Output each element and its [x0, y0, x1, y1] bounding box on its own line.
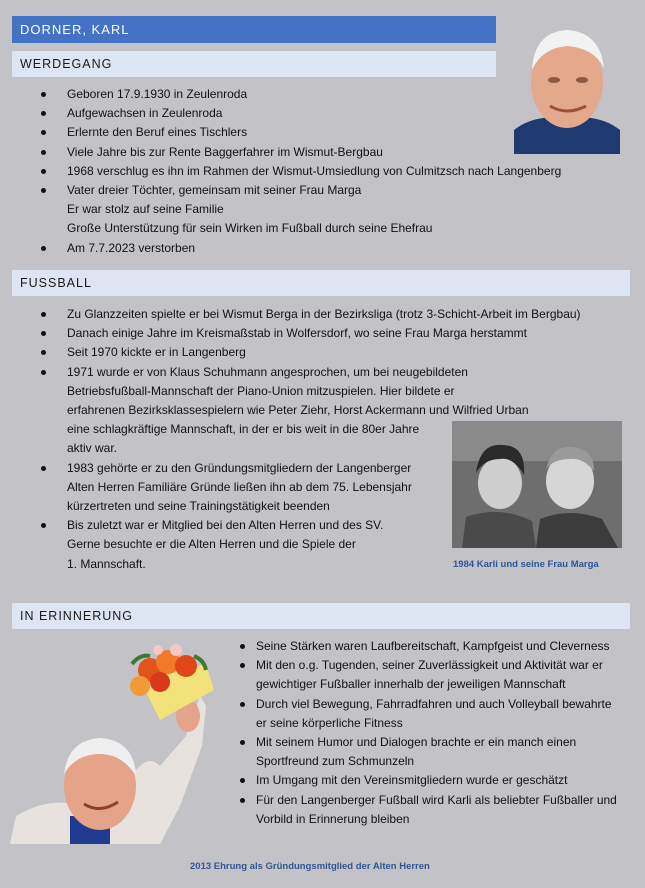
list-item-text: Seit 1970 kickte er in Langenberg: [67, 345, 246, 360]
list-item-text: Seine Stärken waren Laufbereitschaft, Kampfgeist und Cleverness: [256, 639, 610, 653]
list-item-text: erfahrenen Bezirksklassespielern wie Peter Ziehr, Horst Ackermann und Wilfried Urban: [67, 403, 529, 418]
section-heading-fussball: FUSSBALL: [12, 270, 630, 296]
list-item: [67, 162, 561, 181]
list-item-text: Aufgewachsen in Zeulenroda: [67, 106, 223, 121]
section-heading-werdegang: WERDEGANG: [12, 51, 496, 77]
list-item-text: Im Umgang mit den Vereinsmitgliedern wurde er geschätzt: [256, 773, 568, 788]
list-item: [67, 305, 581, 324]
list-item: [256, 695, 617, 733]
list-item-text: Bis zuletzt war er Mitglied bei den Alten Herren und des SV.: [67, 518, 384, 533]
list-item-text: Große Unterstützung für sein Wirken im Fußball durch seine Ehefrau: [67, 221, 433, 236]
list-item: [67, 181, 561, 239]
list-item-text: Zu Glanzzeiten spielte er bei Wismut Berga in der Bezirksliga (trotz 3-Schicht-Arbeit im Bergbau): [67, 307, 581, 321]
list-item-text: Am 7.7.2023 verstorben: [67, 240, 196, 255]
list-item: [67, 324, 581, 343]
list-item-text: Danach einige Jahre im Kreismaßstab in Wolfersdorf, wo seine Frau Marga herstammt: [67, 326, 527, 341]
page-title: DORNER, KARL: [12, 16, 496, 43]
list-item-text: Viele Jahre bis zur Rente Baggerfahrer im Wismut-Bergbau: [67, 144, 383, 159]
honor-photo-caption: 2013 Ehrung als Gründungsmitglied der Alten Herren: [190, 861, 430, 872]
list-item-text: aktiv war.: [67, 441, 118, 456]
list-item: [256, 656, 617, 694]
list-item: [67, 123, 561, 142]
list-item: [67, 239, 561, 258]
list-item-text: Er war stolz auf seine Familie: [67, 202, 224, 217]
werdegang-list: [67, 85, 561, 258]
list-item-text: 1. Mannschaft.: [67, 556, 146, 571]
list-item: [256, 733, 617, 771]
list-item-text: er seine körperliche Fitness: [256, 715, 403, 730]
list-item: [67, 85, 561, 104]
list-item-text: 1968 verschlug es ihn im Rahmen der Wismut-Umsiedlung von Culmitzsch nach Langenberg: [67, 163, 562, 178]
list-item: [67, 143, 561, 162]
list-item-text: 1983 gehörte er zu den Gründungsmitgliedern der Langenberger: [67, 460, 412, 475]
list-item-text: Vater dreier Töchter, gemeinsam mit seiner Frau Marga: [67, 183, 362, 198]
list-item-text: Alten Herren Familiäre Gründe ließen ihn ab dem 75. Lebensjahr: [67, 479, 412, 494]
list-item-text: Mit seinem Humor und Dialogen brachte er ein manch einen: [256, 735, 577, 750]
list-item-text: Sportfreund zum Schmunzeln: [256, 754, 415, 769]
couple-photo: [452, 421, 622, 548]
list-item-text: gewichtiger Fußballer innerhalb der jeweiligen Mannschaft: [256, 677, 566, 692]
list-item-text: Betriebsfußball-Mannschaft der Piano-Union mitzuspielen. Hier bildete er: [67, 383, 455, 398]
list-item-text: Vorbild in Erinnerung bleiben: [256, 811, 410, 826]
honor-photo: [10, 636, 216, 844]
list-item: [256, 791, 617, 829]
list-item-text: Erlernte den Beruf eines Tischlers: [67, 125, 248, 140]
list-item: [67, 343, 581, 362]
list-item: [256, 771, 617, 790]
couple-photo-caption: 1984 Karli und seine Frau Marga: [453, 559, 599, 570]
list-item-text: eine schlagkräftige Mannschaft, in der er bis weit in die 80er Jahre: [67, 422, 420, 437]
list-item-text: Für den Langenberger Fußball wird Karli als beliebter Fußballer und: [256, 792, 617, 807]
list-item: [256, 637, 617, 656]
section-heading-erinnerung: IN ERINNERUNG: [12, 603, 630, 629]
list-item-text: Geboren 17.9.1930 in Zeulenroda: [67, 87, 248, 101]
list-item-text: kürzertreten und seine Trainingstätigkeit beenden: [67, 499, 330, 514]
erinnerung-list: [256, 637, 617, 829]
list-item-text: Durch viel Bewegung, Fahrradfahren und auch Volleyball bewahrte: [256, 696, 612, 711]
list-item-text: Mit den o.g. Tugenden, seiner Zuverlässigkeit und Aktivität war er: [256, 658, 603, 673]
list-item-text: Gerne besuchte er die Alten Herren und die Spiele der: [67, 537, 356, 552]
list-item-text: 1971 wurde er von Klaus Schuhmann angesprochen, um bei neugebildeten: [67, 364, 468, 379]
list-item: [67, 104, 561, 123]
